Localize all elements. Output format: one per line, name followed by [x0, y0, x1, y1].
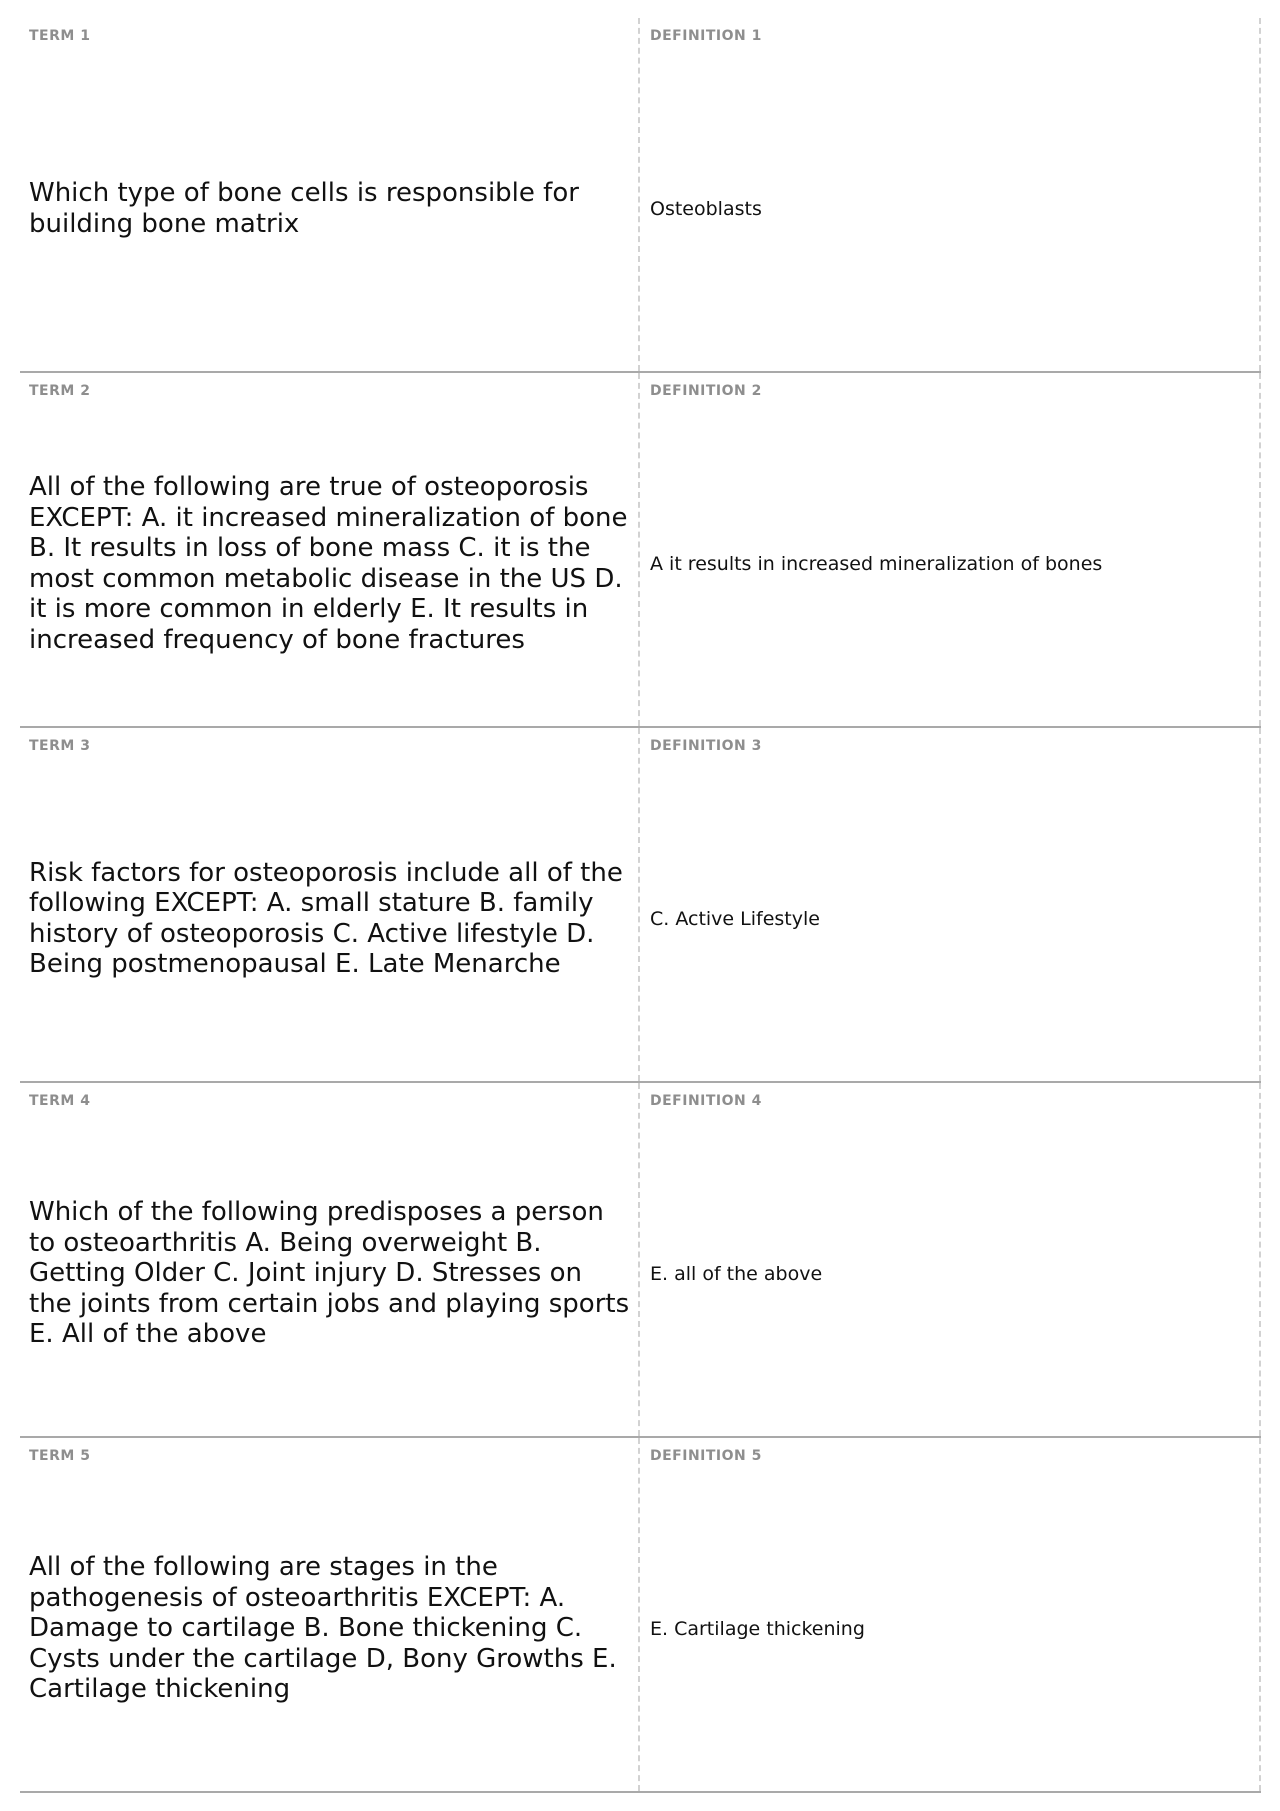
definition-label: DEFINITION 2	[650, 383, 762, 399]
flashcard-row	[20, 373, 1261, 728]
definition-text: E. all of the above	[650, 1262, 823, 1285]
term-label: TERM 1	[29, 28, 91, 44]
flashcard-row	[20, 18, 1261, 373]
flashcard-row	[20, 1083, 1261, 1438]
definition-text: C. Active Lifestyle	[650, 907, 820, 930]
flashcard-sheet	[20, 18, 1261, 1793]
definition-label: DEFINITION 1	[650, 28, 762, 44]
term-text: Which of the following predisposes a person to osteoarthritis A. Being overweight B. Getting Older C. Joint injury D. Stresses on the joints from certain jobs and playing sports E. All of the above	[29, 1197, 630, 1350]
flashcard-row	[20, 1438, 1261, 1793]
term-label: TERM 5	[29, 1448, 91, 1464]
term-text: All of the following are stages in the pathogenesis of osteoarthritis EXCEPT: A. Damage to cartilage B. Bone thickening C. Cysts under the cartilage D, Bony Growths E. Cartilage thickening	[29, 1552, 617, 1705]
definition-label: DEFINITION 5	[650, 1448, 762, 1464]
term-label: TERM 4	[29, 1093, 91, 1109]
definition-text: A it results in increased mineralization of bones	[650, 552, 1103, 575]
term-label: TERM 3	[29, 738, 91, 754]
term-text: Which type of bone cells is responsible for building bone matrix	[29, 178, 579, 239]
definition-cell	[640, 1083, 1261, 1436]
definition-cell	[640, 1438, 1261, 1791]
flashcard-row	[20, 728, 1261, 1083]
definition-text: Osteoblasts	[650, 197, 762, 220]
definition-text: E. Cartilage thickening	[650, 1617, 865, 1640]
definition-cell	[640, 18, 1261, 371]
term-cell	[20, 1438, 640, 1791]
definition-label: DEFINITION 4	[650, 1093, 762, 1109]
term-text: All of the following are true of osteoporosis EXCEPT: A. it increased mineralization of bone B. It results in loss of bone mass C. it is the most common metabolic disease in the US D. it is more common in elderly E. It results in increased frequency of bone fractures	[29, 472, 628, 655]
term-cell	[20, 18, 640, 371]
term-text: Risk factors for osteoporosis include all of the following EXCEPT: A. small stature B. family history of osteoporosis C. Active lifestyle D. Being postmenopausal E. Late Menarche	[29, 857, 623, 979]
term-cell	[20, 1083, 640, 1436]
term-cell	[20, 728, 640, 1081]
term-cell	[20, 373, 640, 726]
definition-cell	[640, 373, 1261, 726]
term-label: TERM 2	[29, 383, 91, 399]
definition-label: DEFINITION 3	[650, 738, 762, 754]
definition-cell	[640, 728, 1261, 1081]
